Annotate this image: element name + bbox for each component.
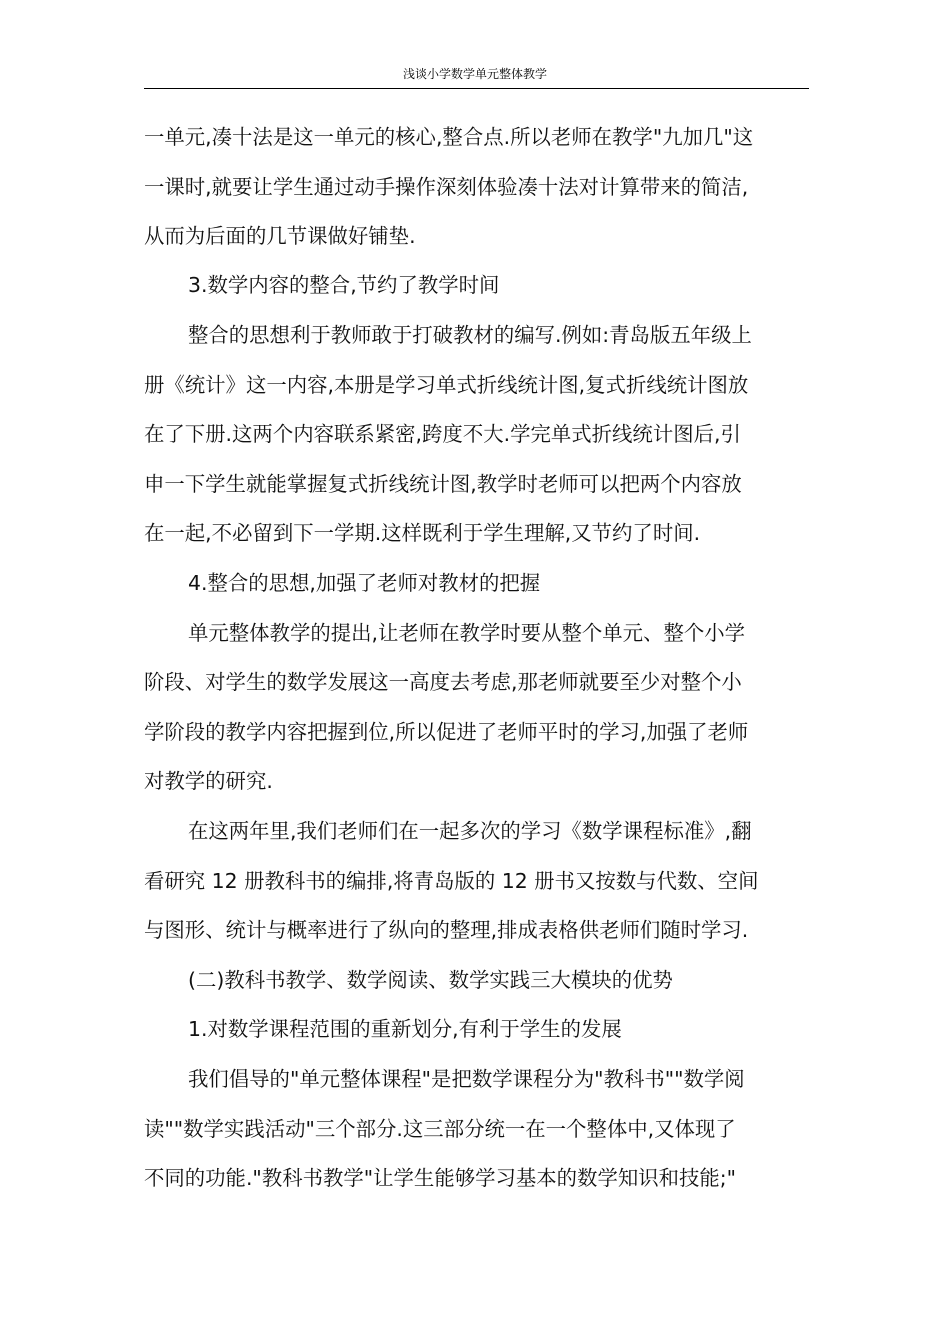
body-line: 一单元,凑十法是这一单元的核心,整合点.所以老师在教学"九加几"这 — [144, 125, 754, 149]
body-line: 整合的思想利于教师敢于打破教材的编写.例如:青岛版五年级上 — [188, 323, 752, 347]
body-line: 在了下册.这两个内容联系紧密,跨度不大.学完单式折线统计图后,引 — [144, 422, 741, 446]
body-line: 与图形、统计与概率进行了纵向的整理,排成表格供老师们随时学习. — [144, 918, 749, 942]
body-line: 读""数学实践活动"三个部分.这三部分统一在一个整体中,又体现了 — [144, 1117, 736, 1141]
section-heading: 1.对数学课程范围的重新划分,有利于学生的发展 — [188, 1017, 622, 1041]
body-line: 单元整体教学的提出,让老师在教学时要从整个单元、整个小学 — [188, 621, 746, 645]
body-line: 册《统计》这一内容,本册是学习单式折线统计图,复式折线统计图放 — [144, 373, 749, 397]
body-line: 申一下学生就能掌握复式折线统计图,教学时老师可以把两个内容放 — [144, 472, 742, 496]
body-line: 对教学的研究. — [144, 769, 273, 793]
section-heading: (二)教科书教学、数学阅读、数学实践三大模块的优势 — [188, 968, 673, 992]
body-line: 我们倡导的"单元整体课程"是把数学课程分为"教科书""数学阅 — [188, 1067, 745, 1091]
body-line: 看研究 12 册教科书的编排,将青岛版的 12 册书又按数与代数、空间 — [144, 869, 759, 893]
section-heading: 3.数学内容的整合,节约了教学时间 — [188, 273, 500, 297]
body-line: 在一起,不必留到下一学期.这样既利于学生理解,又节约了时间. — [144, 521, 701, 545]
section-heading: 4.整合的思想,加强了老师对教材的把握 — [188, 571, 541, 595]
body-line: 在这两年里,我们老师们在一起多次的学习《数学课程标准》,翻 — [188, 819, 752, 843]
header-rule — [144, 88, 809, 89]
running-header: 浅谈小学数学单元整体教学 — [402, 67, 547, 81]
body-line: 不同的功能."教科书教学"让学生能够学习基本的数学知识和技能;" — [144, 1166, 737, 1190]
body-line: 一课时,就要让学生通过动手操作深刻体验凑十法对计算带来的简洁, — [144, 175, 749, 199]
body-line: 从而为后面的几节课做好铺垫. — [144, 224, 416, 248]
body-line: 阶段、对学生的数学发展这一高度去考虑,那老师就要至少对整个小 — [144, 670, 742, 694]
body-line: 学阶段的教学内容把握到位,所以促进了老师平时的学习,加强了老师 — [144, 720, 749, 744]
